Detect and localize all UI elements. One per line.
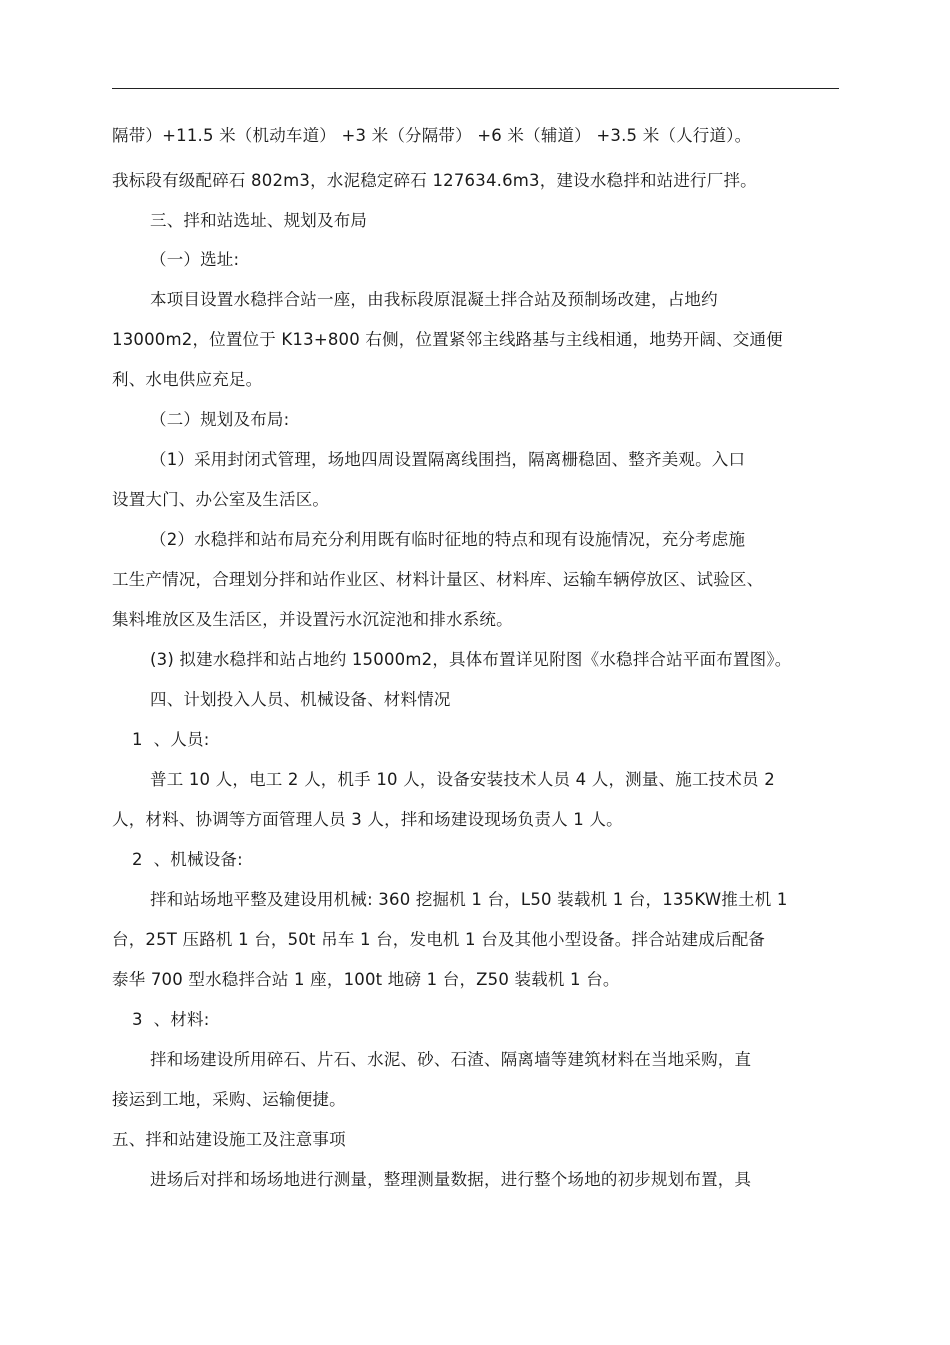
section-heading-5: 五、拌和站建设施工及注意事项 [112,1130,346,1149]
item-heading-materials: 3 、材料: [132,1010,210,1029]
body-line-11: （2）水稳拌和站布局充分利用既有临时征地的特点和现有设施情况，充分考虑施 [150,530,746,549]
body-line-12: 工生产情况，合理划分拌和站作业区、材料计量区、材料库、运输车辆停放区、试验区、 [112,570,764,589]
subheading-site-selection: （一）选址: [150,250,240,269]
body-line-1: 隔带）+11.5 米（机动车道） +3 米（分隔带） +6 米（辅道） +3.5 米（人行道）。 [112,126,752,145]
section-heading-4: 四、计划投入人员、机械设备、材料情况 [150,690,451,709]
body-line-17: 普工 10 人，电工 2 人，机手 10 人，设备安装技术人员 4 人，测量、施工技术员 2 [150,770,775,789]
body-line-27: 进场后对拌和场场地进行测量，整理测量数据，进行整个场地的初步规划布置，具 [150,1170,752,1189]
item-heading-personnel: 1 、人员: [132,730,210,749]
body-line-20: 拌和站场地平整及建设用机械: 360 挖掘机 1 台，L50 装载机 1 台，135KW推土机 1 [150,890,788,909]
body-line-14: (3) 拟建水稳拌和站占地约 15000m2，具体布置详见附图《水稳拌合站平面布置图》。 [150,650,792,669]
body-line-21: 台，25T 压路机 1 台，50t 吊车 1 台，发电机 1 台及其他小型设备。拌合站建成后配备 [112,930,766,949]
body-line-18: 人，材料、协调等方面管理人员 3 人，拌和场建设现场负责人 1 人。 [112,810,623,829]
body-line-25: 接运到工地，采购、运输便捷。 [112,1090,346,1109]
subheading-planning-layout: （二）规划及布局: [150,410,290,429]
body-line-6: 13000m2，位置位于 K13+800 右侧，位置紧邻主线路基与主线相通，地势开阔、交通便 [112,330,783,349]
header-rule [112,88,839,89]
body-line-5: 本项目设置水稳拌合站一座，由我标段原混凝土拌合站及预制场改建，占地约 [150,290,718,309]
body-line-7: 利、水电供应充足。 [112,370,263,389]
body-line-22: 泰华 700 型水稳拌合站 1 座，100t 地磅 1 台，Z50 装载机 1 台。 [112,970,620,989]
body-line-9: （1）采用封闭式管理，场地四周设置隔离线围挡，隔离栅稳固、整齐美观。入口 [150,450,746,469]
body-line-10: 设置大门、办公室及生活区。 [112,490,330,509]
body-line-24: 拌和场建设所用碎石、片石、水泥、砂、石渣、隔离墙等建筑材料在当地采购，直 [150,1050,752,1069]
body-line-2: 我标段有级配碎石 802m3，水泥稳定碎石 127634.6m3，建设水稳拌和站进行厂拌。 [112,171,757,190]
section-heading-3: 三、拌和站选址、规划及布局 [150,211,368,230]
body-line-13: 集料堆放区及生活区，并设置污水沉淀池和排水系统。 [112,610,513,629]
item-heading-equipment: 2 、机械设备: [132,850,243,869]
